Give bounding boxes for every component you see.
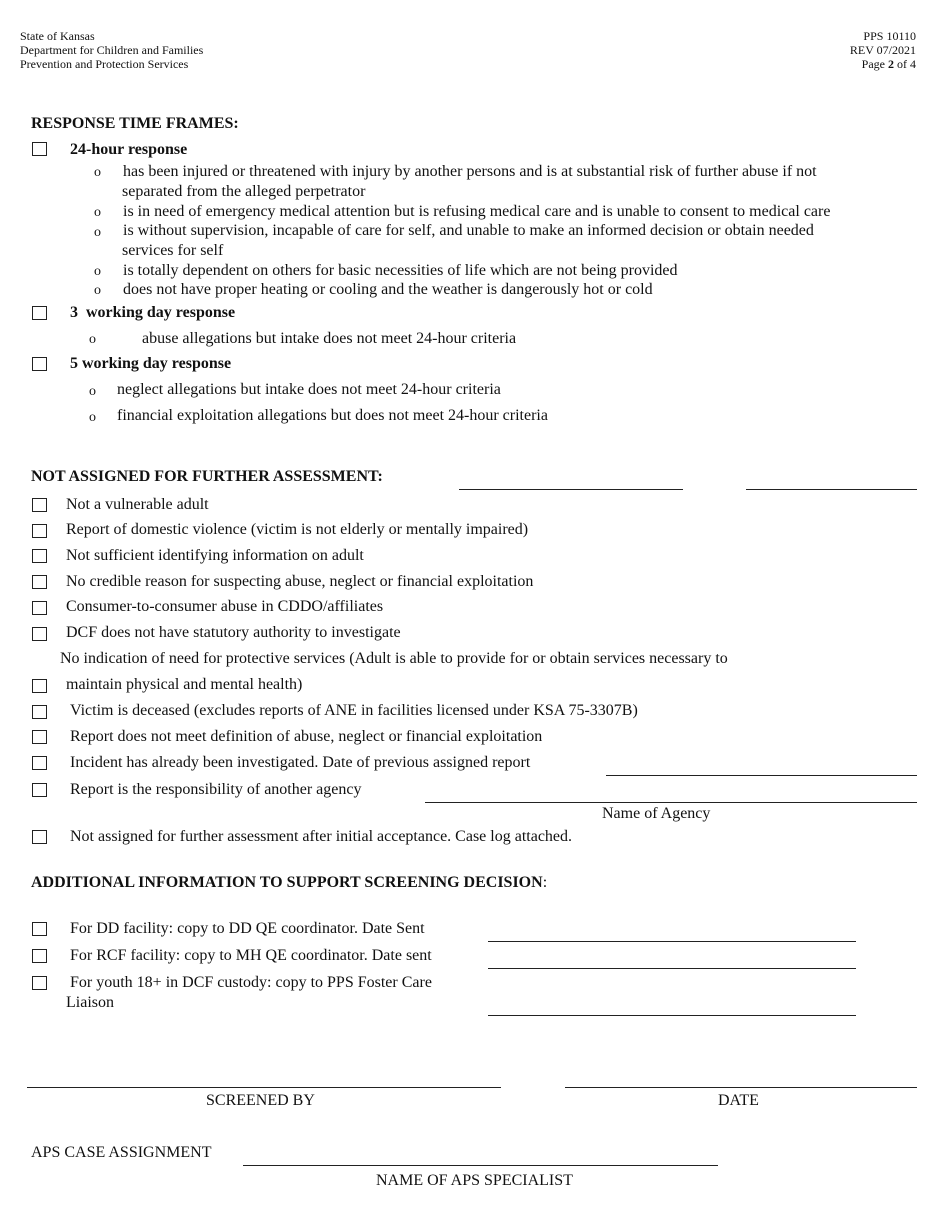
bullet-icon: o	[94, 205, 101, 220]
checkbox-3-day[interactable]	[32, 306, 47, 320]
reason-domestic-violence: Report of domestic violence (victim is not elderly or mentally impaired)	[66, 521, 529, 538]
info-youth-custody-cont: Liaison	[66, 994, 114, 1011]
screened-by-label: SCREENED BY	[206, 1092, 315, 1109]
checkbox-not-vulnerable[interactable]	[32, 498, 47, 512]
checkbox-no-need[interactable]	[32, 679, 47, 693]
reason-no-need-line1: No indication of need for protective services (Adult is able to provide for or obtain services necessary to	[60, 650, 728, 667]
option-3-day-label: 3 working day response	[70, 304, 236, 321]
reason-after-acceptance: Not assigned for further assessment after initial acceptance. Case log attached.	[70, 828, 573, 845]
reason-insufficient-info: Not sufficient identifying information on adult	[66, 547, 364, 564]
checkbox-consumer-abuse[interactable]	[32, 601, 47, 615]
checkbox-not-definition[interactable]	[32, 730, 47, 744]
youth-liaison-line[interactable]	[488, 1015, 856, 1016]
aps-specialist-label: NAME OF APS SPECIALIST	[376, 1172, 573, 1189]
bullet-icon: o	[94, 283, 101, 298]
not-assigned-title: NOT ASSIGNED FOR FURTHER ASSESSMENT:	[31, 468, 383, 485]
form-revision: REV 07/2021	[849, 43, 916, 57]
date-line[interactable]	[565, 1087, 917, 1088]
checkbox-domestic-violence[interactable]	[32, 524, 47, 538]
checkbox-insufficient-info[interactable]	[32, 549, 47, 563]
info-dd-facility: For DD facility: copy to DD QE coordinator. Date Sent	[70, 920, 425, 937]
department-name: Department for Children and Families	[20, 43, 204, 57]
screened-by-line[interactable]	[27, 1087, 501, 1088]
criteria-5day-2: financial exploitation allegations but does not meet 24-hour criteria	[117, 407, 548, 424]
blank-line[interactable]	[459, 489, 683, 490]
reason-not-definition: Report does not meet definition of abuse, neglect or financial exploitation	[70, 728, 543, 745]
option-5-day-label: 5 working day response	[70, 355, 232, 372]
agency-name-line[interactable]	[425, 802, 917, 803]
checkbox-no-authority[interactable]	[32, 627, 47, 641]
checkbox-already-investigated[interactable]	[32, 756, 47, 770]
criteria-24h-3: is without supervision, incapable of care for self, and unable to make an informed decision or obtain needed	[123, 222, 814, 239]
criteria-24h-4: is totally dependent on others for basic necessities of life which are not being provided	[123, 262, 678, 279]
bullet-icon: o	[94, 225, 101, 240]
criteria-3day-1: abuse allegations but intake does not meet 24-hour criteria	[142, 330, 517, 347]
checkbox-24-hour[interactable]	[32, 142, 47, 156]
form-info-header	[850, 29, 916, 71]
criteria-24h-1: has been injured or threatened with injury by another persons and is at substantial risk of further abuse if not	[123, 163, 817, 180]
criteria-24h-3-cont: services for self	[122, 242, 224, 259]
form-id: PPS 10110	[863, 29, 916, 43]
checkbox-another-agency[interactable]	[32, 783, 47, 797]
info-rcf-facility: For RCF facility: copy to MH QE coordinator. Date sent	[70, 947, 432, 964]
reason-already-investigated: Incident has already been investigated. Date of previous assigned report	[70, 754, 531, 771]
reason-no-credible-reason: No credible reason for suspecting abuse, neglect or financial exploitation	[66, 573, 534, 590]
dd-date-sent-line[interactable]	[488, 941, 856, 942]
page-number: Page 2 of 4	[861, 57, 916, 71]
aps-case-assignment-label: APS CASE ASSIGNMENT	[31, 1144, 212, 1161]
bullet-icon: o	[89, 332, 96, 347]
criteria-24h-1-cont: separated from the alleged perpetrator	[122, 183, 366, 200]
reason-victim-deceased: Victim is deceased (excludes reports of ANE in facilities licensed under KSA 75-3307B)	[70, 702, 638, 719]
reason-no-need-line2: maintain physical and mental health)	[66, 676, 303, 693]
division-name: Prevention and Protection Services	[20, 57, 189, 71]
option-24-hour-label: 24-hour response	[70, 141, 188, 158]
checkbox-after-acceptance[interactable]	[32, 830, 47, 844]
bullet-icon: o	[89, 384, 96, 399]
checkbox-5-day[interactable]	[32, 357, 47, 371]
blank-line[interactable]	[746, 489, 917, 490]
checkbox-rcf-facility[interactable]	[32, 949, 47, 963]
criteria-24h-5: does not have proper heating or cooling and the weather is dangerously hot or cold	[123, 281, 653, 298]
criteria-5day-1: neglect allegations but intake does not meet 24-hour criteria	[117, 381, 501, 398]
info-youth-custody: For youth 18+ in DCF custody: copy to PPS Foster Care	[70, 974, 432, 991]
bullet-icon: o	[94, 165, 101, 180]
bullet-icon: o	[89, 410, 96, 425]
previous-report-date-line[interactable]	[606, 775, 917, 776]
bullet-icon: o	[94, 264, 101, 279]
additional-info-title: ADDITIONAL INFORMATION TO SUPPORT SCREENING DECISION:	[31, 874, 548, 891]
checkbox-victim-deceased[interactable]	[32, 705, 47, 719]
date-label: DATE	[718, 1092, 759, 1109]
rcf-date-sent-line[interactable]	[488, 968, 856, 969]
name-of-agency-label: Name of Agency	[602, 805, 711, 822]
checkbox-no-credible-reason[interactable]	[32, 575, 47, 589]
reason-not-vulnerable: Not a vulnerable adult	[66, 496, 209, 513]
reason-no-authority: DCF does not have statutory authority to investigate	[66, 624, 401, 641]
response-time-frames-title: RESPONSE TIME FRAMES:	[31, 115, 239, 132]
aps-specialist-line[interactable]	[243, 1165, 718, 1166]
reason-another-agency: Report is the responsibility of another agency	[70, 781, 362, 798]
reason-consumer-abuse: Consumer-to-consumer abuse in CDDO/affiliates	[66, 598, 384, 615]
state-name: State of Kansas	[20, 29, 95, 43]
criteria-24h-2: is in need of emergency medical attention but is refusing medical care and is unable to consent to medical care	[123, 203, 831, 220]
checkbox-youth-custody[interactable]	[32, 976, 47, 990]
checkbox-dd-facility[interactable]	[32, 922, 47, 936]
agency-header	[20, 29, 203, 71]
